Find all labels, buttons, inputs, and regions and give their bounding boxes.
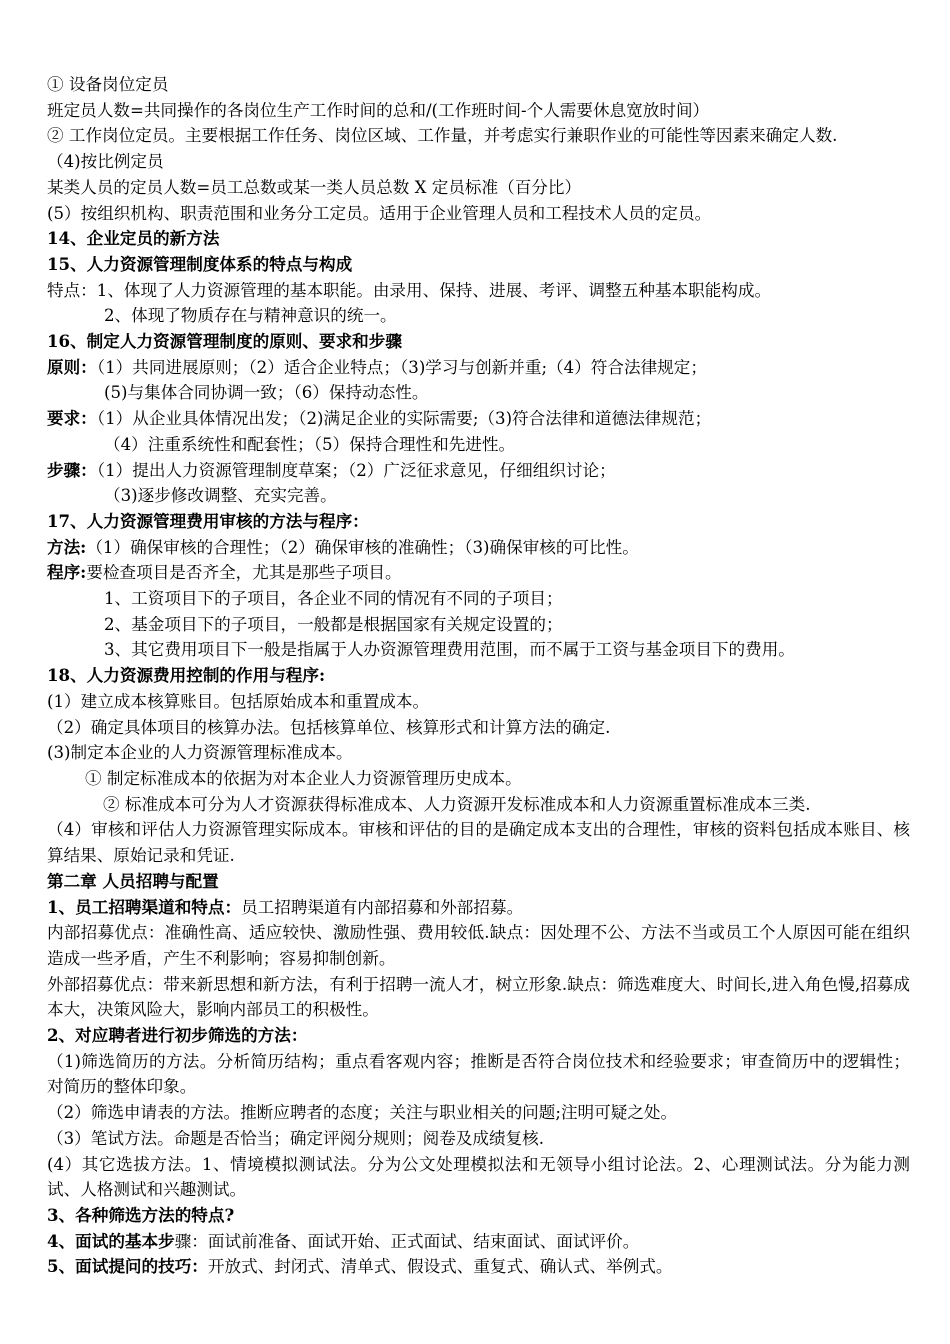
inline-label: 要求： [47, 408, 97, 429]
line-text: （2）确定具体项目的核算办法。包括核算单位、核算形式和计算方法的确定. [47, 717, 611, 737]
text-line [47, 175, 910, 201]
text-line [47, 98, 910, 124]
line-text: ① 制定标准成本的依据为对本企业人力资源管理历史成本。 [85, 768, 522, 788]
section-heading [47, 252, 910, 278]
text-line [47, 303, 910, 329]
line-text: 特点：1、体现了人力资源管理的基本职能。由录用、保持、进展、考评、调整五种基本职能构成。 [47, 280, 772, 300]
inline-label: 方法: [47, 536, 87, 557]
text-line [47, 1229, 910, 1255]
section-heading [47, 226, 910, 252]
line-text: 第二章 人员招聘与配置 [47, 870, 219, 891]
line-text: 2、对应聘者进行初步筛选的方法： [47, 1025, 308, 1046]
section-heading [47, 1023, 910, 1049]
line-text: 骤：面试前准备、面试开始、正式面试、结束面试、面试评价。 [174, 1231, 640, 1251]
line-text: 外部招募优点：带来新思想和新方法，有利于招聘一流人才，树立形象.缺点：筛选难度大、时间长,进入角色慢,招募成本大，决策风险大，影响内部员工的积极性。 [47, 974, 910, 1020]
line-text: （4)按比例定员 [47, 152, 164, 172]
text-line [47, 740, 910, 766]
line-text: 15、人力资源管理制度体系的特点与构成 [47, 253, 353, 274]
line-text: （2）筛选申请表的方法。推断应聘者的态度；关注与职业相关的问题;注明可疑之处。 [47, 1103, 678, 1123]
line-text: 14、企业定员的新方法 [47, 228, 220, 249]
line-text: (5)与集体合同协调一致；（6）保持动态性。 [104, 383, 429, 403]
text-line [47, 586, 910, 612]
line-text: 16、制定人力资源管理制度的原则、要求和步骤 [47, 331, 402, 352]
text-line [47, 715, 910, 741]
line-text: 内部招募优点：准确性高、适应较快、激励性强、费用较低.缺点：因处理不公、方法不当或员工个人原因可能在组织造成一些矛盾，产生不利影响；容易抑制创新。 [47, 923, 910, 968]
line-text: (1）建立成本核算账目。包括原始成本和重置成本。 [47, 691, 430, 711]
line-text: 某类人员的定员人数=员工总数或某一类人员总数 X 定员标准（百分比） [47, 177, 582, 197]
inline-label: 1、员工招聘渠道和特点： [47, 896, 242, 917]
text-line [47, 1126, 910, 1152]
text-line [47, 612, 910, 638]
line-text: (5）按组织机构、职责范围和业务分工定员。适用于企业管理人员和工程技术人员的定员。 [47, 203, 712, 223]
line-text: （4）审核和评估人力资源管理实际成本。审核和评估的目的是确定成本支出的合理性，审核的资料包括成本账目、核算结果、原始记录和凭证. [47, 820, 910, 866]
line-text: ② 工作岗位定员。主要根据工作任务、岗位区域、工作量，并考虑实行兼职作业的可能性等因素来确定人数. [47, 126, 838, 146]
text-line [47, 1049, 910, 1100]
line-text: （1）提出人力资源管理制度草案；（2）广泛征求意见，仔细组织讨论； [96, 460, 616, 480]
text-line [47, 817, 910, 868]
text-line [47, 123, 910, 149]
inline-label: 5、面试提问的技巧： [47, 1256, 208, 1277]
line-text: (4）其它选拔方法。1、情境模拟测试法。分为公文处理模拟法和无领导小组讨论法。2、心理测试法。分为能力测试、人格测试和兴趣测试。 [47, 1154, 910, 1200]
line-text: 班定员人数=共同操作的各岗位生产工作时间的总和/(工作班时间-个人需要休息宽放时间） [47, 100, 710, 120]
line-text: 2、体现了物质存在与精神意识的统一。 [104, 306, 397, 326]
text-line [47, 380, 910, 406]
line-text: 2、基金项目下的子项目，一般都是根据国家有关规定设置的； [104, 614, 563, 634]
text-line [47, 278, 910, 304]
line-text: ② 标准成本可分为人才资源获得标准成本、人力资源开发标准成本和人力资源重置标准成本三类. [103, 794, 811, 814]
section-heading [47, 869, 910, 895]
section-heading [47, 1203, 910, 1229]
text-line [47, 972, 910, 1023]
line-text: （3)逐步修改调整、充实完善。 [104, 486, 337, 506]
text-line [47, 72, 910, 98]
text-line [47, 458, 910, 484]
text-line [47, 1152, 910, 1203]
line-text: 1、工资项目下的子项目，各企业不同的情况有不同的子项目； [104, 589, 563, 609]
text-line [47, 920, 910, 971]
line-text: 17、人力资源管理费用审核的方法与程序： [47, 510, 369, 531]
inline-label: 步骤： [47, 459, 97, 480]
text-line [47, 792, 910, 818]
line-text: ① 设备岗位定员 [47, 75, 169, 94]
text-line [47, 201, 910, 227]
line-text: 3、其它费用项目下一般是指属于人办资源管理费用范围，而不属于工资与基金项目下的费用。 [104, 640, 795, 660]
inline-label: 原则： [47, 356, 97, 377]
text-line [47, 432, 910, 458]
section-heading [47, 509, 910, 535]
text-line [47, 637, 910, 663]
text-line [47, 406, 910, 432]
line-text: （1）共同进展原则；（2）适合企业特点；（3)学习与创新并重;（4）符合法律规定； [96, 357, 707, 377]
text-line [47, 1100, 910, 1126]
text-line [47, 560, 910, 586]
text-line [47, 689, 910, 715]
text-line [47, 895, 910, 921]
line-text: 开放式、封闭式、清单式、假设式、重复式、确认式、举例式。 [207, 1257, 673, 1277]
text-line [47, 355, 910, 381]
text-line [47, 483, 910, 509]
line-text: (3)制定本企业的人力资源管理标准成本。 [47, 743, 353, 763]
line-text: 3、各种筛选方法的特点? [47, 1204, 235, 1225]
section-heading [47, 663, 910, 689]
line-text: （1)筛选简历的方法。分析简历结构；重点看客观内容；推断是否符合岗位技术和经验要求；审查简历中的逻辑性；对简历的整体印象。 [47, 1051, 910, 1097]
section-heading [47, 329, 910, 355]
line-text: （4）注重系统性和配套性；（5）保持合理性和先进性。 [104, 434, 516, 454]
text-line [47, 1254, 910, 1280]
inline-label: 4、面试的基本步 [47, 1230, 175, 1251]
line-text: 18、人力资源费用控制的作用与程序: [47, 665, 326, 686]
line-text: 员工招聘渠道有内部招募和外部招募。 [241, 897, 524, 917]
inline-label: 程序: [47, 562, 87, 583]
line-text: 要检查项目是否齐全，尤其是那些子项目。 [86, 563, 402, 583]
line-text: （1）从企业具体情况出发；（2)满足企业的实际需要;（3)符合法律和道德法律规范； [96, 409, 712, 429]
line-text: （3）笔试方法。命题是否恰当；确定评阅分规则；阅卷及成绩复核. [47, 1128, 545, 1148]
text-line [47, 149, 910, 175]
line-text: （1）确保审核的合理性；（2）确保审核的准确性；（3)确保审核的可比性。 [86, 537, 639, 557]
text-line [47, 535, 910, 561]
text-line [47, 766, 910, 792]
